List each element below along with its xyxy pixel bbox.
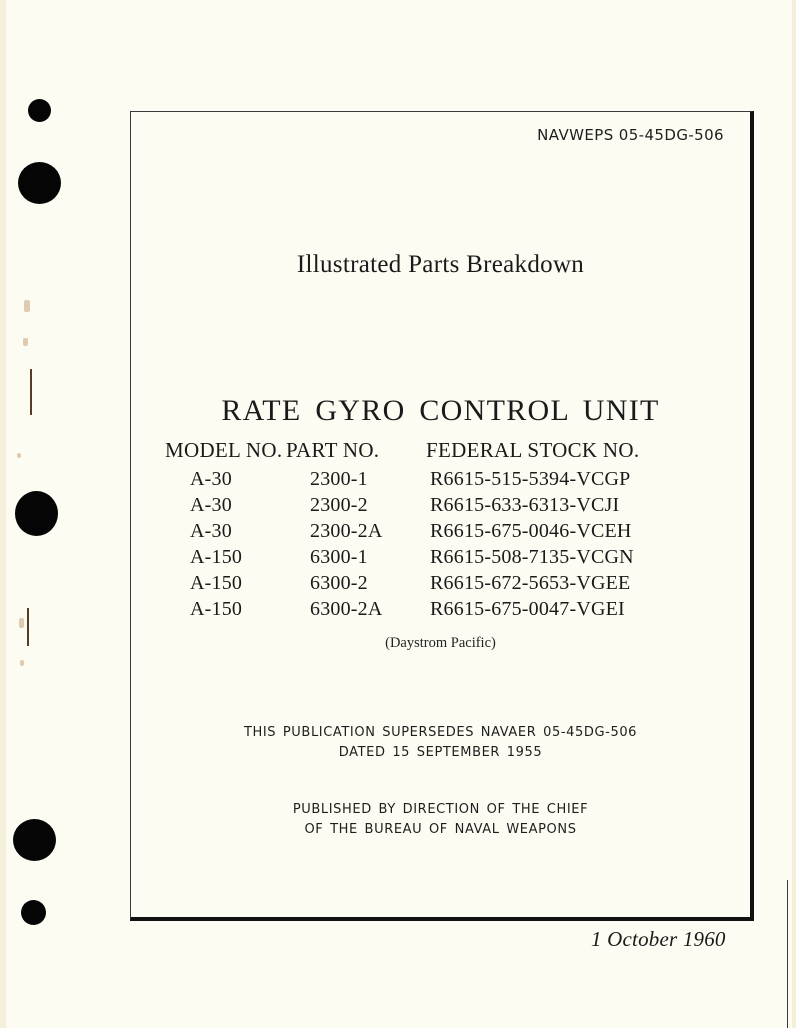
model-number: A-150	[190, 546, 243, 568]
paper-stain	[19, 618, 24, 628]
punch-hole-icon	[28, 99, 51, 122]
model-number: A-150	[190, 598, 243, 620]
part-number: 6300-2A	[310, 598, 383, 620]
paper-stain	[23, 338, 28, 346]
model-number: A-30	[190, 468, 232, 490]
published-line-2: OF THE BUREAU OF NAVAL WEAPONS	[304, 822, 577, 837]
published-line-1: PUBLISHED BY DIRECTION OF THE CHIEF	[292, 802, 589, 817]
margin-bracket-mark	[27, 608, 29, 646]
federal-stock-number: R6615-672-5653-VGEE	[430, 572, 631, 594]
table-row	[131, 572, 750, 598]
part-number: 2300-2A	[310, 520, 383, 542]
table-row	[131, 468, 750, 494]
federal-stock-number: R6615-633-6313-VCJI	[430, 494, 620, 516]
model-number: A-150	[190, 572, 243, 594]
punch-hole-icon	[15, 491, 58, 536]
paper-stain	[24, 300, 30, 312]
punch-hole-icon	[18, 162, 61, 204]
federal-stock-number: R6615-508-7135-VCGN	[430, 546, 634, 568]
table-row	[131, 520, 750, 546]
model-number: A-30	[190, 520, 232, 542]
paper-stain	[20, 660, 24, 666]
unit-title: RATE GYRO CONTROL UNIT	[221, 394, 660, 427]
table-row	[131, 494, 750, 520]
margin-bracket-mark	[30, 369, 32, 415]
issue-date: 1 October 1960	[591, 927, 726, 951]
federal-stock-number: R6615-675-0046-VCEH	[430, 520, 632, 542]
punch-hole-icon	[13, 819, 56, 861]
part-number: 2300-1	[310, 468, 368, 490]
table-row	[131, 546, 750, 572]
model-number: A-30	[190, 494, 232, 516]
published-by-notice	[131, 800, 750, 840]
document-title: Illustrated Parts Breakdown	[296, 251, 585, 278]
document-number: NAVWEPS 05-45DG-506	[537, 126, 724, 144]
manufacturer-note: (Daystrom Pacific)	[385, 635, 496, 651]
column-header-fsn: FEDERAL STOCK NO.	[426, 438, 640, 462]
column-header-part: PART NO.	[286, 438, 380, 462]
page-left-edge	[0, 0, 6, 1028]
part-number: 6300-2	[310, 572, 368, 594]
part-number: 6300-1	[310, 546, 368, 568]
cover-frame	[130, 111, 754, 921]
page-right-edge	[792, 0, 796, 1028]
paper-stain	[17, 453, 21, 458]
federal-stock-number: R6615-515-5394-VCGP	[430, 468, 631, 490]
page-right-edge-line	[787, 880, 788, 1028]
federal-stock-number: R6615-675-0047-VGEI	[430, 598, 625, 620]
supersedes-line-1: THIS PUBLICATION SUPERSEDES NAVAER 05-45DG-506	[243, 725, 638, 740]
table-header-row	[131, 438, 750, 464]
punch-hole-icon	[21, 900, 46, 925]
table-row	[131, 598, 750, 624]
column-header-model: MODEL NO.	[165, 438, 283, 462]
supersedes-notice	[131, 723, 750, 763]
part-number: 2300-2	[310, 494, 368, 516]
supersedes-line-2: DATED 15 SEPTEMBER 1955	[338, 745, 543, 760]
